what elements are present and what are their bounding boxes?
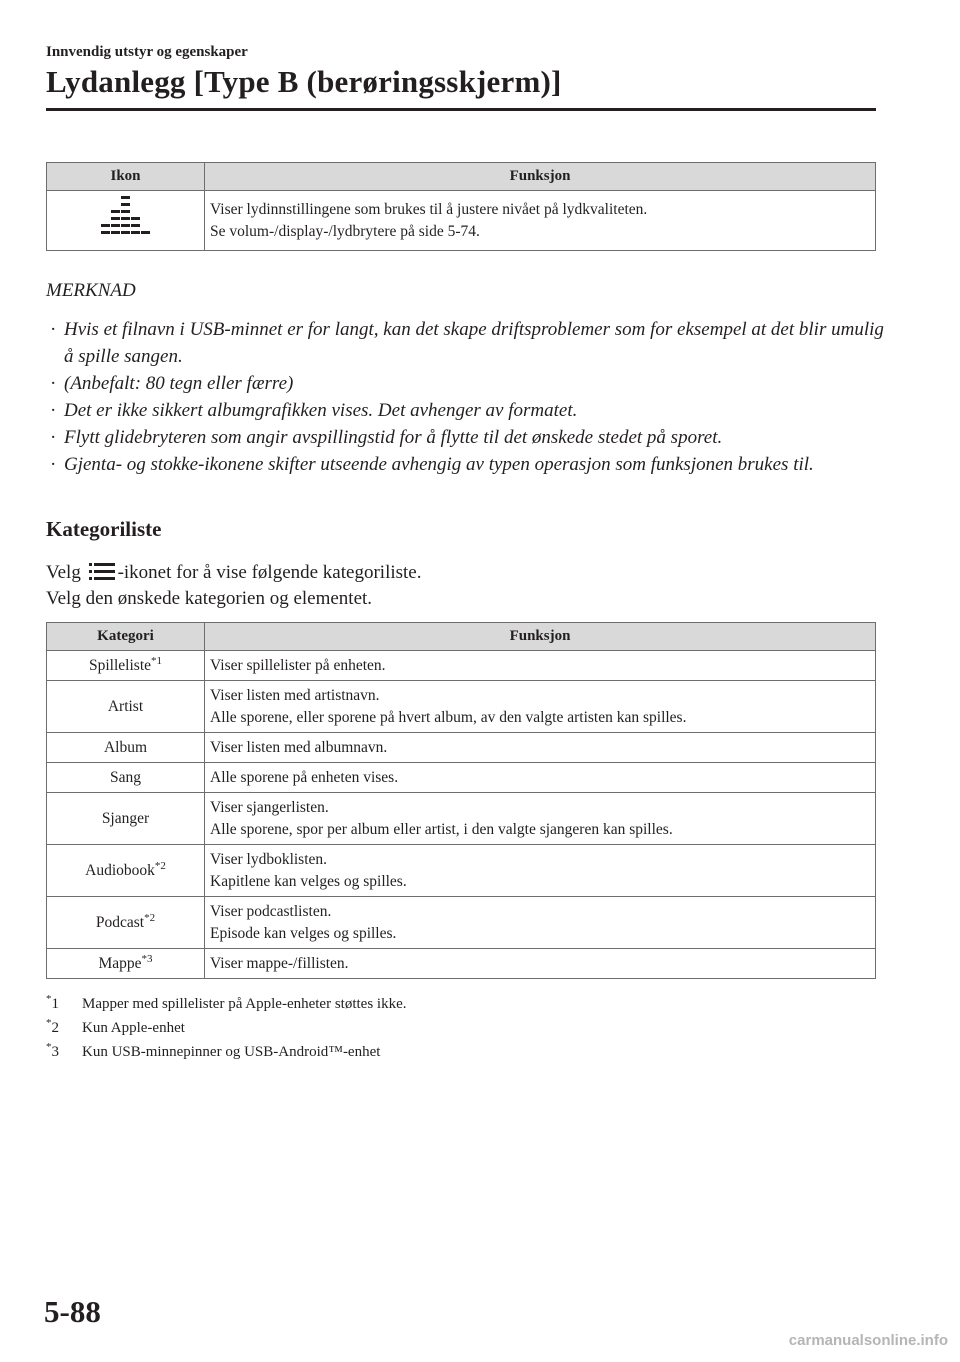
function-line-2: Se volum-/display-/lydbrytere på side 5-74.: [210, 222, 480, 240]
function-cell: [205, 897, 876, 949]
intro-text-after: -ikonet for å vise følgende kategoriliste.: [117, 562, 422, 583]
category-name: Spilleliste: [89, 656, 151, 674]
icon-table-header: [47, 163, 876, 191]
function-line-2: Episode kan velges og spilles.: [210, 924, 397, 942]
category-table-body: [47, 651, 876, 979]
category-heading: Kategoriliste: [46, 517, 162, 541]
intro-text-before: Velg: [46, 562, 86, 583]
icon-table: [46, 162, 876, 251]
function-line-1: Viser podcastlisten.: [210, 902, 332, 920]
footnote-mark: *3: [46, 1041, 59, 1060]
col-header-icon: Ikon: [47, 163, 205, 191]
note-item: · Gjenta- og stokke-ikonene skifter utseende avhengig av typen operasjon som funksjonen brukes til.: [50, 451, 890, 478]
function-line-1: Alle sporene på enheten vises.: [210, 768, 399, 786]
function-line-2: Kapitlene kan velges og spilles.: [210, 872, 407, 890]
category-table-header: [47, 623, 876, 651]
sound-settings-icon: [99, 194, 153, 240]
table-row: [47, 651, 876, 681]
function-cell: [205, 949, 876, 979]
category-cell: [47, 845, 205, 897]
footnote: [46, 1040, 407, 1064]
note-item-continuation: [50, 370, 890, 397]
function-cell: [205, 681, 876, 733]
note-item: · Hvis et filnavn i USB-minnet er for langt, kan det skape driftsproblemer som for eksempel at det blir umulig å spille sangen.: [50, 316, 890, 370]
footnote-mark: *2: [154, 859, 166, 872]
footnote-mark: *1: [151, 654, 162, 667]
category-cell: [47, 681, 205, 733]
title-rule: [46, 108, 876, 111]
function-line-1: Viser listen med albumnavn.: [210, 738, 388, 756]
page-title: Lydanlegg [Type B (berøringsskjerm)]: [46, 64, 562, 99]
footnote-mark: *1: [46, 993, 59, 1012]
col-header-function: Funksjon: [205, 163, 876, 191]
table-row: [47, 845, 876, 897]
function-line-1: Viser sjangerlisten.: [210, 798, 329, 816]
section-label: Innvendig utstyr og egenskaper: [46, 44, 248, 60]
category-cell: [47, 733, 205, 763]
function-cell: [205, 845, 876, 897]
note-recommendation: (Anbefalt: 80 tegn eller færre): [64, 373, 294, 394]
table-row: [47, 733, 876, 763]
function-line-1: Viser lydinnstillingene som brukes til å justere nivået på lydkvaliteten.: [210, 200, 648, 218]
footnote-mark: *3: [141, 952, 153, 965]
category-intro-line-2: Velg den ønskede kategorien og elementet.: [46, 588, 373, 609]
function-cell: [205, 793, 876, 845]
function-line-1: Viser spillelister på enheten.: [210, 656, 386, 674]
page-number: 5-88: [44, 1294, 101, 1329]
category-name: Audiobook: [85, 861, 155, 879]
category-cell: [47, 949, 205, 979]
category-name: Mappe: [98, 954, 142, 972]
function-line-1: Viser listen med artistnavn.: [210, 686, 380, 704]
note-item: · Det er ikke sikkert albumgrafikken vises. Det avhenger av formatet.: [50, 397, 890, 424]
category-intro: [46, 560, 886, 586]
function-line-1: Viser mappe-/fillisten.: [210, 954, 349, 972]
function-line-2: Alle sporene, spor per album eller artist, i den valgte sjangeren kan spilles.: [210, 820, 673, 838]
function-line-1: Viser lydboklisten.: [210, 850, 328, 868]
category-table: [46, 622, 876, 979]
list-icon: [88, 561, 116, 581]
category-name: Sang: [110, 768, 141, 786]
category-name: Sjanger: [101, 809, 150, 827]
icon-cell: [47, 191, 205, 251]
function-cell: [205, 763, 876, 793]
footnote-text: Kun USB-minnepinner og USB-Android™-enhet: [82, 1044, 381, 1060]
footnote-text: Mapper med spillelister på Apple-enheter støttes ikke.: [82, 996, 407, 1012]
table-row: [47, 191, 876, 251]
footnote: [46, 992, 407, 1016]
note-heading: MERKNAD: [46, 280, 136, 301]
table-row: [47, 793, 876, 845]
note-list: [50, 316, 890, 478]
category-cell: [47, 651, 205, 681]
category-name: Artist: [107, 697, 144, 715]
table-row: [47, 949, 876, 979]
category-cell: [47, 793, 205, 845]
footnote-mark: *2: [144, 911, 156, 924]
function-cell: [205, 733, 876, 763]
category-cell: [47, 897, 205, 949]
function-cell: [205, 651, 876, 681]
footnote-list: [46, 992, 407, 1064]
col-header-category: Kategori: [47, 623, 205, 651]
function-line-2: Alle sporene, eller sporene på hvert album, av den valgte artisten kan spilles.: [210, 708, 687, 726]
footnote: [46, 1016, 407, 1040]
category-name: Album: [103, 738, 148, 756]
footnote-mark: *2: [46, 1017, 59, 1036]
note-item: · Flytt glidebryteren som angir avspillingstid for å flytte til det ønskede stedet på sporet.: [50, 424, 890, 451]
table-row: [47, 897, 876, 949]
category-cell: [47, 763, 205, 793]
function-cell: [205, 191, 876, 251]
footnote-text: Kun Apple-enhet: [82, 1020, 185, 1036]
table-row: [47, 681, 876, 733]
col-header-function: Funksjon: [205, 623, 876, 651]
table-row: [47, 763, 876, 793]
category-name: Podcast: [95, 913, 145, 931]
watermark: carmanualsonline.info: [788, 1332, 948, 1349]
